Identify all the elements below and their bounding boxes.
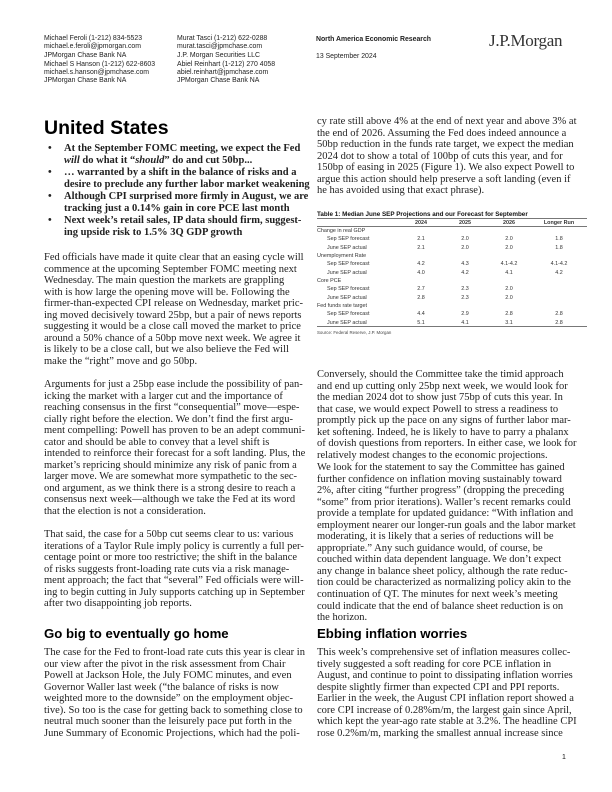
- text-line: relatively modest changes to the economic projections.: [317, 449, 548, 461]
- bullet-icon: •: [48, 167, 52, 178]
- text-line: could indicate that the end of balance sheet reduction is on: [317, 600, 564, 612]
- text-line: the horizon.: [317, 612, 368, 624]
- text-line: which kept the year-ago rate stable at 3.2%. The headline CPI: [317, 716, 577, 728]
- text-line: ment approach; the fact that “several” Fed officials were will-: [44, 575, 304, 587]
- author-email[interactable]: murat.tasci@jpmchase.com: [177, 43, 263, 51]
- table-row: [317, 294, 587, 302]
- text-line: ket softening. Indeed, he is likely to have to parry a phalanx: [317, 426, 569, 438]
- table-row: [317, 319, 587, 327]
- row-label: June SEP actual: [327, 294, 367, 301]
- text-line: continuation of QT. The minutes for next week’s meeting: [317, 589, 558, 601]
- table-cell: 2.0: [461, 236, 469, 243]
- table-group-row: [317, 252, 587, 260]
- table-row: [317, 269, 587, 277]
- table-cell: 2.1: [417, 236, 425, 243]
- row-label: June SEP actual: [327, 269, 367, 276]
- text-line: tion could be characterized as normalizing policy akin to the: [317, 577, 571, 589]
- paragraph: [44, 529, 305, 610]
- text-line: that case, we would expect Powell to stress a readiness to: [317, 403, 559, 415]
- paragraph: [317, 116, 576, 197]
- table-cell: 4.1: [505, 269, 513, 276]
- text-line: ing moved decisively toward 25bp, but a pair of news reports: [44, 309, 302, 321]
- table-cell: 2.1: [417, 244, 425, 251]
- paragraph: [317, 369, 577, 461]
- text-line: with is how large the opening move will be. Following the: [44, 286, 290, 298]
- text-line: 2%, after citing “further progress” (dropping the preceding: [317, 485, 565, 497]
- bullet-text: will do what it “should” do and cut 50bp...: [64, 154, 253, 166]
- text-line: provide a template for updated guidance: “With inflation and: [317, 508, 574, 520]
- bullet-text: … warranted by a shift in the balance of risks and a: [64, 167, 297, 178]
- text-line: he has avoided using that exact phrase).: [317, 185, 485, 197]
- report-date: 13 September 2024: [316, 53, 377, 60]
- bullet-text: ing upside risk to 1.5% 3Q GDP growth: [64, 226, 243, 238]
- text-line: couched within data dependent language. We don’t expect: [317, 554, 562, 566]
- table-cell: 4.3: [461, 261, 469, 268]
- text-line: That said, the case for a 50bp cut seems clear to us: various: [44, 529, 294, 540]
- bullet-icon: •: [48, 191, 52, 202]
- text-line: appropriate.” Any such guidance would, of course, be: [317, 542, 543, 554]
- table-row: [317, 285, 587, 293]
- bullet-item: [44, 167, 310, 191]
- page-number: 1: [562, 754, 566, 761]
- text-line: any change in balance sheet policy, although the rate reduc-: [317, 565, 568, 577]
- table-cell: 4.0: [417, 269, 425, 276]
- bullet-icon: •: [48, 215, 52, 226]
- table-cell: 4.4: [417, 311, 425, 318]
- bullet-text: tracking just a 0.14% gain in core PCE last month: [64, 202, 290, 214]
- text-line: “some” from prior iterations). Waller’s recent remarks could: [317, 496, 571, 508]
- bullet-text: desire to preclude any further labor market weakening: [64, 178, 310, 190]
- table-cell: 4.1-4.2: [500, 261, 518, 268]
- author-entity: JPMorgan Chase Bank NA: [177, 77, 260, 85]
- author-entity: JPMorgan Chase Bank NA: [44, 51, 127, 59]
- row-label: June SEP actual: [327, 244, 367, 251]
- author-block-1: [44, 35, 155, 86]
- bullet-item: [44, 191, 310, 215]
- group-label: Unemployment Rate: [317, 253, 367, 260]
- group-label: Change in real GDP: [317, 228, 366, 235]
- group-label: Core PCE: [317, 278, 342, 285]
- text-line: Governor Waller last week (“the balance of risks is now: [44, 681, 279, 693]
- text-line: rose 0.2%m/m, marking the smallest annual increase since: [317, 727, 563, 739]
- table-cell: 2.8: [505, 311, 513, 318]
- text-line: icking the market with a larger cut and the importance of: [44, 390, 283, 402]
- table-group-row: [317, 227, 587, 235]
- table-cell: 3.1: [487, 319, 531, 327]
- text-line: after two disappointing job reports.: [44, 598, 192, 610]
- bullet-text: Next week’s retail sales, IP data should firm, suggest-: [64, 215, 302, 226]
- text-line: commence at the upcoming September FOMC meeting next: [44, 263, 297, 275]
- bullet-icon: •: [48, 143, 52, 154]
- author-block-2: [177, 35, 275, 86]
- text-line: The case for the Fed to front-load rate cuts this year is clear in: [44, 647, 305, 658]
- page-title: United States: [44, 117, 169, 139]
- text-line: the end of 2026. Assuming the Fed does indeed announce a: [317, 127, 567, 139]
- author-name: Murat Tasci (1-212) 622-0288: [177, 35, 268, 42]
- author-email[interactable]: michael.e.feroli@jpmorgan.com: [44, 43, 141, 51]
- text-line: further confidence on inflation moving sustainably toward: [317, 473, 562, 485]
- bullet-item: [44, 143, 310, 167]
- paragraph: [317, 647, 577, 739]
- text-line: around a 50% chance of a 50bp move next week. We agree it: [44, 332, 301, 344]
- text-line: Fed officials have made it quite clear that an easing cycle will: [44, 252, 304, 263]
- text-line: firmer-than-expected CPI release on Wednesday, market pric-: [44, 298, 303, 310]
- text-line: Wednesday. The main question the markets are grappling: [44, 275, 285, 287]
- table-cell: 2.8: [417, 294, 425, 301]
- text-line: August, and continue to point to dissipating inflation worries: [317, 670, 573, 682]
- table-cell: 1.8: [555, 244, 563, 251]
- table-title: Table 1: Median June SEP Projections and our Forecast for September: [317, 211, 528, 218]
- section-heading: Go big to eventually go home: [44, 626, 229, 641]
- table-cell: 2.0: [505, 244, 513, 251]
- row-label: June SEP actual: [317, 319, 399, 327]
- table-source: Source: Federal Reserve, J.P. Morgan: [317, 330, 392, 336]
- table-cell: 2.0: [461, 244, 469, 251]
- text-line: make the “right” move and go 50bp.: [44, 355, 198, 367]
- text-line: cy rate still above 4% at the end of next year and above 3% at: [317, 116, 577, 127]
- table-cell: 1.8: [555, 236, 563, 243]
- paragraph: [44, 647, 305, 739]
- text-line: suggesting it would be a close call moved the market to price: [44, 321, 301, 333]
- table-cell: 4.1-4.2: [550, 261, 568, 268]
- row-label: Sep SEP forecast: [327, 261, 370, 268]
- table-cell: 4.2: [555, 269, 563, 276]
- text-line: the median 2024 dot to show just 75bp of cuts this year. In: [317, 392, 563, 404]
- table-row: [317, 260, 587, 268]
- text-line: 50bp reduction in the funds rate target, we expect the median: [317, 139, 574, 151]
- sep-projections-table: [317, 211, 587, 335]
- text-line: market’s repricing should minimize any risk of panic from a: [44, 459, 297, 471]
- section-heading: Ebbing inflation worries: [317, 626, 468, 641]
- table: [317, 218, 587, 327]
- text-line: our view after the pivot in the risk assessment from Chair: [44, 658, 286, 670]
- text-line: promptly pick up the pace on any signs of further labor mar-: [317, 415, 571, 427]
- text-line: and end up cutting only 25bp next week, we would look for: [317, 380, 568, 392]
- table-header-row: [317, 219, 587, 227]
- paragraph: [317, 462, 576, 624]
- text-line: argue this action should help preserve a soft landing (even if: [317, 173, 571, 185]
- table-cell: 2.8: [555, 311, 563, 318]
- text-line: reaching consensus in the first “consequential” move—espe-: [44, 402, 300, 414]
- text-line: weighted more to the downside” on the employment objec-: [44, 693, 294, 705]
- text-line: We look for the statement to say the Committee has gained: [317, 462, 565, 473]
- text-line: Earlier in the week, the August CPI inflation report showed a: [317, 693, 574, 705]
- text-line: ing to begin cutting in July supports catching up in September: [44, 586, 305, 598]
- author-entity: JPMorgan Chase Bank NA: [44, 77, 127, 85]
- text-line: is likely to be a close call, but we also believe the Fed will: [44, 344, 289, 356]
- text-line: This week’s comprehensive set of inflation measures collec-: [317, 647, 571, 658]
- table-row: [317, 310, 587, 318]
- column-header: 2025: [443, 219, 487, 227]
- text-line: iterations of a Taylor Rule imply policy is currently a full per-: [44, 540, 304, 552]
- text-line: tive). So too is the case for getting back to something close to: [44, 704, 303, 716]
- author-name: Abiel Reinhart (1-212) 270 4058: [177, 60, 276, 68]
- table-cell: 2.7: [417, 286, 425, 293]
- table-row: [317, 244, 587, 252]
- text-line: intended to reinforce their forecast for a soft landing. Plus, the: [44, 448, 306, 460]
- text-line: 150bp of easing in 2025 (Figure 1). We also expect Powell to: [317, 162, 575, 174]
- author-name: Michael S Hanson (1-212) 622-8603: [44, 60, 156, 68]
- table-cell: 4.1: [443, 319, 487, 327]
- table-cell: 2.0: [505, 286, 513, 293]
- table-cell: 2.8: [531, 319, 587, 327]
- text-line: cially right before the election. We don’t find the first argu-: [44, 413, 294, 425]
- table-cell: [531, 294, 587, 302]
- text-line: Powell at Jackson Hole, the July FOMC minutes, and even: [44, 670, 292, 682]
- text-line: employment nearer our longer-run goals and the labor market: [317, 519, 576, 531]
- key-points-list: [44, 143, 310, 239]
- text-line: tively suggested a soft reading for core PCE inflation in: [317, 658, 552, 670]
- table-cell: 5.1: [399, 319, 443, 327]
- paragraph: [44, 252, 304, 367]
- table-group-row: [317, 302, 587, 310]
- table-cell: 2.0: [505, 294, 513, 301]
- text-line: larger move. We are somewhat more sympathetic to the sec-: [44, 471, 298, 483]
- row-label: Sep SEP forecast: [327, 286, 370, 293]
- text-line: Conversely, should the Committee take the timid approach: [317, 369, 564, 380]
- table-cell: 2.3: [461, 286, 469, 293]
- table-cell: 2.3: [461, 294, 469, 301]
- column-header: [317, 219, 399, 227]
- text-line: core CPI increase of 0.28%m/m, the largest gain since April,: [317, 704, 572, 716]
- row-label: Sep SEP forecast: [327, 236, 370, 243]
- text-line: 2024 dot to show a total of 100bp of cuts this year, and for: [317, 150, 563, 162]
- paragraph: [44, 379, 305, 518]
- text-line: June Summary of Economic Projections, which had the poli-: [44, 727, 300, 739]
- author-entity: J.P. Morgan Securities LLC: [177, 51, 260, 59]
- table-group-row: [317, 277, 587, 285]
- table-cell: [531, 285, 587, 293]
- table-cell: 2.9: [461, 311, 469, 318]
- text-line: centage point or more too restrictive; the shift in the balance: [44, 552, 298, 564]
- table-cell: 4.2: [461, 269, 469, 276]
- table-row: [317, 235, 587, 243]
- jpmorgan-logo: J.P.Morgan: [489, 31, 563, 50]
- text-line: ond argument, as we think there is a strong desire to reach a: [44, 482, 296, 494]
- bullet-text: Although CPI surprised more firmly in August, we are: [64, 191, 309, 202]
- column-header: 2024: [399, 219, 443, 227]
- row-label: Sep SEP forecast: [327, 311, 370, 318]
- column-header: 2026: [487, 219, 531, 227]
- bullet-text: At the September FOMC meeting, we expect the Fed: [64, 143, 301, 154]
- bullet-item: [44, 215, 310, 239]
- group-label: Fed funds rate target: [317, 303, 368, 310]
- text-line: despite slightly firmer than expected CPI and PPI reports.: [317, 681, 560, 693]
- text-line: consensus next week—although we take the Fed at its word: [44, 494, 296, 506]
- text-line: moderating, it is likely that a series of reductions will be: [317, 531, 554, 543]
- text-line: that the election is not a consideration.: [44, 506, 206, 518]
- author-name: Michael Feroli (1-212) 834-5523: [44, 35, 143, 42]
- column-header: Longer Run: [531, 219, 587, 227]
- text-line: cator and should be able to convey that a level shift is: [44, 436, 270, 448]
- author-email[interactable]: michael.s.hanson@jpmchase.com: [44, 68, 150, 76]
- text-line: Arguments for just a 25bp ease include the possibility of pan-: [44, 379, 303, 390]
- text-line: neutral much sooner than the leisurely pace put forth in the: [44, 716, 292, 728]
- text-line: ment compelling: Powell has proven to be an adept communi-: [44, 425, 305, 437]
- text-line: of risks suggests front-loading rate cuts via a risk manage-: [44, 563, 290, 575]
- department: North America Economic Research: [316, 36, 432, 43]
- author-email[interactable]: abiel.reinhart@jpmchase.com: [177, 68, 269, 76]
- table-cell: 4.2: [417, 261, 425, 268]
- text-line: of dovish questions from reporters. In either case, we look for: [317, 438, 577, 450]
- table-cell: 2.0: [505, 236, 513, 243]
